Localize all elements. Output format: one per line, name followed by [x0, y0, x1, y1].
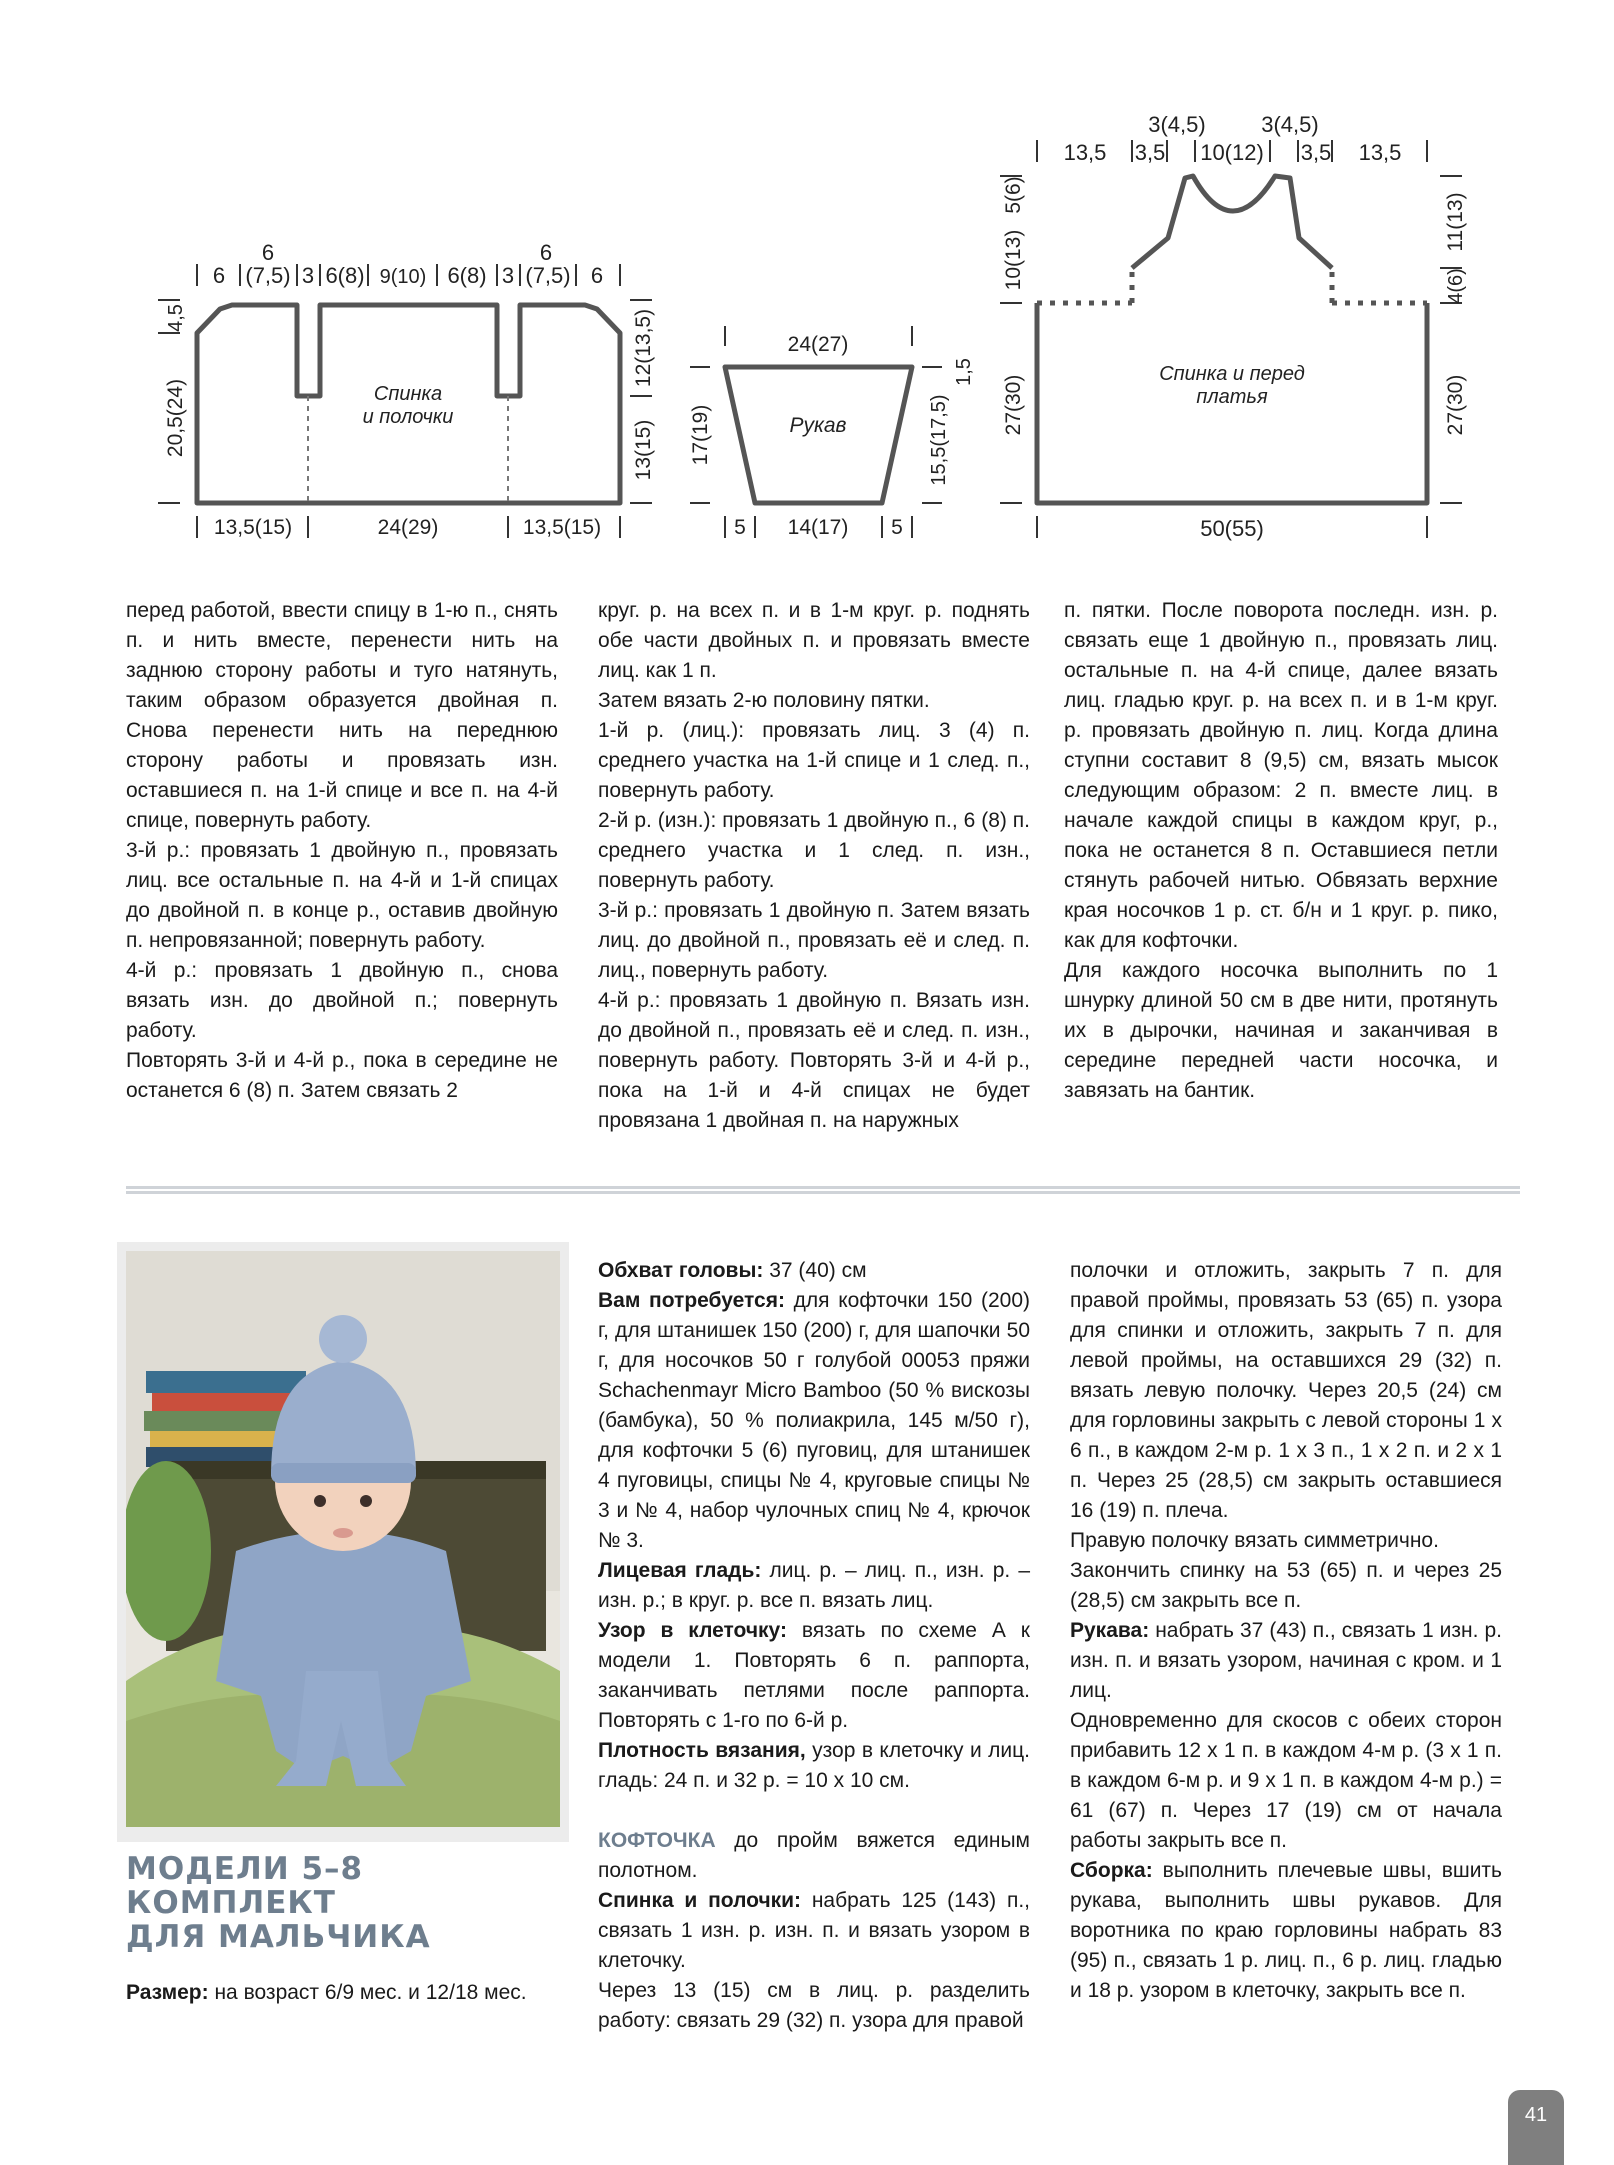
paragraph: Правую полочку вязать симметрично.: [1070, 1529, 1439, 1552]
paragraph: 3-й р.: провязать 1 двойную п. Затем вязать лиц. до двойной п., провязать её и след. п. лиц., повернуть работу.: [598, 899, 1030, 982]
jacket-text: до пройм вяжется единым полотном.: [598, 1829, 1030, 1882]
diagram-dress: [1000, 112, 1467, 541]
paragraph: Повторять 3-й и 4-й р., пока в середине не останется 6 (8) п. Затем связать 2: [126, 1049, 558, 1102]
dim-top-1: 6: [212, 263, 226, 288]
paragraph: 4-й р.: провязать 1 двойную п. Вязать изн. до двойной п., провязать её и след. п. изн., повернуть работу. Повторять 3-й и 4-й р., пока на 1-й и 4-й спицах не будет провязана 1 двойная п. на наружных: [598, 989, 1030, 1132]
jacket-label: КОФТОЧКА: [598, 1829, 716, 1852]
dress-top-2: 3,5: [1134, 140, 1166, 165]
dress-right-top: 11(13): [1444, 192, 1467, 252]
gauge-text: узор в клеточку и лиц. гладь: 24 п. и 32 р. = 10 х 10 см.: [598, 1739, 1030, 1792]
pattern-text: вязать по схеме А к модели 1. Повторять 6 п. раппорта, заканчивать петлями после раппорта. Повторять с 1-го по 6-й р.: [598, 1619, 1030, 1732]
dress-right-main: 27(30): [1444, 374, 1467, 436]
dim-top-5: 9(10): [379, 266, 427, 288]
sleeve-left: 17(19): [689, 404, 712, 466]
diagram-sleeve: [689, 326, 975, 539]
head-label: Обхват головы:: [598, 1259, 764, 1282]
dress-left-main: 27(30): [1002, 374, 1025, 436]
dim-top-a: 6: [261, 240, 275, 265]
materials-text: для кофточки 150 (200) г, для штанишек 150 (200) г, для шапочки 50 г, для носочков 50 г голубой 00053 пряжи Schachenmayr Micro Bamboo (50 % вискозы (бамбука), 50 % полиакрила, 145 м/50 г), для кофточки 5 (6) пуговиц, для штанишек 4 пуговицы, спицы № 4, круговые спицы № 3 и № 4, набор чулочных спиц № 4, крючок № 3.: [598, 1289, 1031, 1552]
dim-left-top: 4,5: [165, 304, 187, 332]
paragraph: 4-й р.: провязать 1 двойную п., снова вязать изн. до двойной п.; повернуть работу.: [126, 959, 558, 1042]
stockinette-text: лиц. р. – лиц. п., изн. р. – изн. р.; в круг. р. все п. вязать лиц.: [598, 1559, 1031, 1612]
paragraph: Закончить спинку на 53 (65) п. и через 25 (28,5) см закрыть все п.: [1070, 1559, 1502, 1612]
section-divider: [126, 1186, 1520, 1194]
paragraph: п. пятки. После поворота последн. изн. р. связать еще 1 двойную п., провязать лиц. остальные п. на 4-й спице, далее вязать лиц. гладью круг. р. на всех п. и в 1-м круг. р. провязать двойную п. лиц. Когда длина ступни составит 8 (9,5) см, вязать мысок следующим образом: 2 п. вместе лиц. в начале каждой спицы в каждом круг, р., пока не останется 8 п. Оставшиеся петли стянуть рабочей нитью. Обвязать верхние края носочков 1 р. ст. б/н и 1 круг. р. пико, как для кофточки.: [1064, 599, 1498, 952]
diagram-label-2: и полочки: [362, 406, 454, 428]
dim-right-bottom: 13(15): [632, 419, 655, 481]
sleeve-label: Рукав: [789, 414, 847, 437]
top-column-2: [598, 596, 1030, 1136]
sleeve-bottom-1: 5: [734, 516, 746, 539]
assembly-label: Сборка:: [1070, 1859, 1153, 1882]
size-label: Размер:: [126, 1981, 209, 2004]
dress-top-a: 3(4,5): [1148, 112, 1206, 137]
dim-left-main: 20,5(24): [164, 378, 187, 458]
size-text: на возраст 6/9 мес. и 12/18 мес.: [208, 1981, 527, 2004]
dress-label-1: Спинка и перед: [1159, 363, 1305, 385]
sleeve-bottom-2: 14(17): [787, 516, 849, 539]
title-line-1: МОДЕЛИ 5–8: [126, 1851, 364, 1887]
sleeves-text: набрать 37 (43) п., связать 1 изн. р. изн. п. и вязать узором, начиная с кром. и 1 лиц.: [1070, 1619, 1502, 1702]
page-number: 41: [1508, 2090, 1564, 2165]
sleeve-bottom-3: 5: [891, 516, 903, 539]
paragraph: Одновременно для скосов с обеих сторон прибавить 12 х 1 п. в каждом 4-м р. (3 х 1 п. в каждом 6-м р. и 9 х 1 п. в каждом 4-м р.) = 61 (67) п. Через 17 (19) см от начала работы закрыть все п.: [1070, 1709, 1502, 1852]
dress-left-top2: 5(6): [1002, 176, 1025, 214]
bottom-column-3: [1070, 1256, 1502, 2006]
dress-left-top: 10(13): [1002, 229, 1025, 291]
split-text: Через 13 (15) см в лиц. р. разделить работу: связать 29 (32) п. узора для правой: [598, 1979, 1030, 2032]
dress-top-5: 13,5: [1358, 140, 1402, 165]
dress-top-4: 3,5: [1300, 140, 1332, 165]
dress-top-b: 3(4,5): [1261, 112, 1319, 137]
sleeve-top: 24(27): [787, 333, 849, 356]
stockinette-label: Лицевая гладь:: [598, 1559, 762, 1582]
sleeve-right-b: 15,5(17,5): [928, 394, 950, 486]
size-info: [126, 1978, 562, 2008]
dim-top-6: 6(8): [447, 263, 487, 288]
dim-bottom-2: 24(29): [377, 516, 439, 539]
dim-top-9: 6: [590, 263, 604, 288]
paragraph: 3-й р.: провязать 1 двойную п., провязать лиц. все остальные п. на 4-й и 1-й спицах до двойной п. в конце р., оставив двойную п. непровязанной; повернуть работу.: [126, 839, 558, 952]
materials-label: Вам потребуется:: [598, 1289, 785, 1312]
baby-photo: [126, 1251, 560, 1827]
dim-top-7: 3: [501, 263, 515, 288]
diagram-label-1: Спинка: [373, 383, 443, 405]
title-line-3: ДЛЯ МАЛЬЧИКА: [126, 1919, 431, 1955]
top-column-1: [126, 596, 558, 1106]
head-text: 37 (40) см: [763, 1259, 867, 1282]
top-column-3: [1064, 596, 1498, 1106]
model-title: [126, 1852, 431, 1954]
gauge-label: Плотность вязания,: [598, 1739, 806, 1762]
paragraph: перед работой, ввести спицу в 1-ю п., снять п. и нить вместе, перенести нить на заднюю сторону работы и туго натянуть, таким образом образуется двойная п. Снова перенести нить на переднюю сторону работы и провязать изн. оставшиеся п. на 1-й спице и все п. на 4-й спице, повернуть работу.: [126, 599, 558, 832]
paragraph: Затем вязать 2-ю половину пятки.: [598, 689, 930, 712]
paragraph: 2-й р. (изн.): провязать 1 двойную п., 6 (8) п. среднего участка и 1 след. п. изн., повернуть работу.: [598, 809, 1030, 892]
dim-top-2: (7,5): [245, 263, 291, 288]
dim-top-8: (7,5): [525, 263, 571, 288]
diagram-back-and-fronts: [158, 240, 655, 539]
dim-right-top: 12(13,5): [632, 308, 655, 388]
back-fronts-text: набрать 125 (143) п., связать 1 изн. р. изн. п. и вязать узором в клеточку.: [598, 1889, 1030, 1972]
dress-right-mid: 4(6): [1445, 268, 1467, 304]
dress-top-1: 13,5: [1063, 140, 1107, 165]
dress-bottom: 50(55): [1200, 516, 1264, 541]
dim-top-4: 6(8): [325, 263, 365, 288]
dim-bottom-1: 13,5(15): [213, 516, 293, 539]
paragraph: полочки и отложить, закрыть 7 п. для правой проймы, провязать 53 (65) п. узора для спинки и отложить, закрыть 7 п. для левой проймы, на оставшихся 29 (32) п. вязать левую полочку. Через 20,5 (24) см для горловины закрыть с левой стороны 1 х 6 п., в каждом 2-м р. 1 х 3 п., 1 х 2 п. и 2 х 1 п. Через 25 (28,5) см закрыть оставшиеся 16 (19) п. плеча.: [1070, 1259, 1502, 1522]
assembly-text: выполнить плечевые швы, вшить рукава, выполнить швы рукавов. Для воротника по краю горловины набрать 83 (95) п., связать 1 р. лиц. п., 6 р. лиц. гладью и 18 р. узором в клеточку, закрыть все п.: [1070, 1859, 1502, 2002]
dim-top-3: 3: [301, 263, 315, 288]
dress-label-2: платья: [1196, 386, 1268, 408]
pattern-label: Узор в клеточку:: [598, 1619, 787, 1642]
bottom-column-2: [598, 1256, 1030, 2036]
sleeve-right-a: 1,5: [953, 358, 975, 386]
photo-frame: [117, 1242, 569, 1842]
back-fronts-label: Спинка и полочки:: [598, 1889, 802, 1912]
paragraph: круг. р. на всех п. и в 1-м круг. р. поднять обе части двойных п. и провязать вместе лиц. как 1 п.: [598, 599, 1030, 682]
title-line-2: КОМПЛЕКТ: [126, 1885, 336, 1921]
pattern-diagrams: [0, 0, 1614, 560]
dim-top-b: 6: [539, 240, 553, 265]
dim-bottom-3: 13,5(15): [522, 516, 602, 539]
paragraph: 1-й р. (лиц.): провязать лиц. 3 (4) п. среднего участка на 1-й спице и 1 след. п., повернуть работу.: [598, 719, 1030, 802]
dress-top-3: 10(12): [1200, 140, 1264, 165]
sleeves-label: Рукава:: [1070, 1619, 1150, 1642]
paragraph: Для каждого носочка выполнить по 1 шнурку длиной 50 см в две нити, протянуть их в дырочки, начиная и заканчивая в середине передней части носочка, и завязать на бантик.: [1064, 959, 1498, 1102]
